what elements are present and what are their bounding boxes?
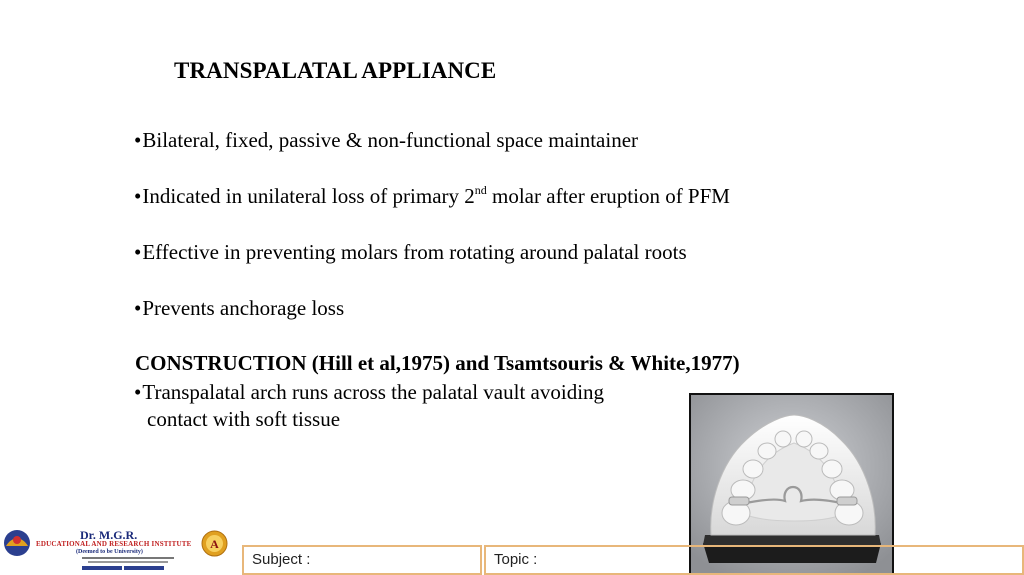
accreditation-emblem-icon xyxy=(201,530,228,557)
bullet-marker: • xyxy=(134,128,142,152)
bullet-superscript: nd xyxy=(474,183,487,197)
logo-institute: EDUCATIONAL AND RESEARCH INSTITUTE xyxy=(36,540,192,548)
slide-title: TRANSPALATAL APPLIANCE xyxy=(174,58,497,83)
bullet-marker: • xyxy=(134,240,142,264)
logo-name: Dr. M.G.R. xyxy=(80,528,138,542)
bullet-1 xyxy=(134,127,638,153)
bullet-2 xyxy=(134,183,730,209)
bullet-text-before: Indicated in unilateral loss of primary 2 xyxy=(142,184,475,208)
topic-field xyxy=(484,545,1024,575)
bullet-text: Effective in preventing molars from rotating around palatal roots xyxy=(142,240,687,264)
bullet-4 xyxy=(134,295,344,321)
construction-bullet-continuation: contact with soft tissue xyxy=(147,407,341,431)
logo-deemed: (Deemed to be University) xyxy=(76,549,143,555)
construction-bullet xyxy=(134,379,604,405)
bullet-marker: • xyxy=(134,296,142,320)
bullet-marker: • xyxy=(134,184,142,208)
logo-address-lines xyxy=(82,556,174,570)
accreditation-letter: A xyxy=(210,537,219,551)
subject-label: Subject : xyxy=(252,551,311,568)
bullet-marker: • xyxy=(134,380,142,404)
bullet-text-after: molar after eruption of PFM xyxy=(486,184,730,208)
institute-logo xyxy=(2,526,230,572)
bullet-text: Bilateral, fixed, passive & non-functional space maintainer xyxy=(142,128,639,152)
construction-heading: CONSTRUCTION (Hill et al,1975) and Tsamtsouris & White,1977) xyxy=(135,351,740,375)
bullet-text: Prevents anchorage loss xyxy=(142,296,345,320)
subject-field xyxy=(242,545,482,575)
institute-emblem-icon xyxy=(2,528,32,558)
bullet-text: Transpalatal arch runs across the palatal vault avoiding xyxy=(142,380,605,404)
topic-label: Topic : xyxy=(494,551,538,568)
bullet-3 xyxy=(134,239,687,265)
